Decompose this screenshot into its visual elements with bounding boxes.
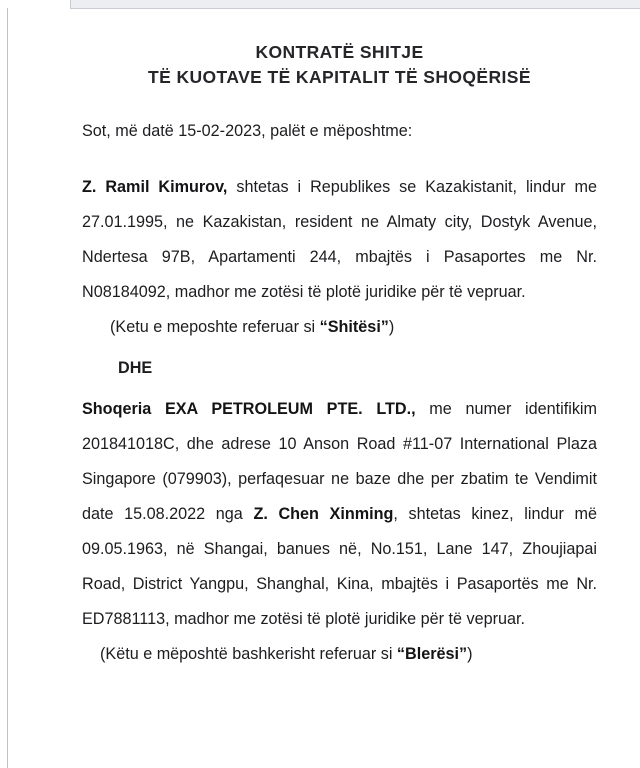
intro-gap-spacer — [82, 149, 597, 170]
top-spacer — [82, 0, 597, 40]
buyer-reference-line — [82, 637, 597, 672]
buyer-reference-term: “Blerësi” — [396, 645, 468, 663]
seller-name: Z. Ramil Kimurov, — [82, 178, 228, 196]
scan-edge-left-artifact — [7, 8, 8, 768]
buyer-reference-suffix: ) — [467, 645, 473, 663]
buyer-representative-name: Z. Chen Xinming — [253, 505, 394, 523]
seller-details: shtetas i Republikes se Kazakistanit, lindur me 27.01.1995, ne Kazakistan, resident ne Almaty city, Dostyk Avenue, Ndertesa 97B, Apartamenti 244, mbajtës i Pasaportes me Nr. N08184092, madhor me zotësi të plotë juridike për të vepruar. — [82, 178, 597, 301]
seller-reference-term: “Shitësi” — [319, 318, 389, 336]
seller-paragraph — [82, 170, 597, 310]
document-body — [82, 0, 597, 672]
title-gap-spacer — [82, 90, 597, 114]
seller-reference-prefix: (Ketu e meposhte referuar si — [110, 318, 320, 336]
seller-reference-suffix: ) — [388, 318, 395, 336]
buyer-details-first: me numer identifikim 201841018C, dhe adrese 10 Anson Road #11-07 International Plaza Singapore (079903), perfaqesuar ne baze dhe per zbatim te Vendimit date 15.08.2022 nga — [82, 400, 597, 523]
document-title-line-2: TË KUOTAVE TË KAPITALIT TË SHOQËRISË — [148, 67, 531, 87]
document-title-line-1: KONTRATË SHITJE — [255, 42, 424, 62]
buyer-company-name: Shoqeria EXA PETROLEUM PTE. LTD., — [82, 400, 416, 418]
conjunction-label: DHE — [118, 359, 153, 377]
seller-reference-line — [82, 310, 597, 345]
document-title — [82, 40, 597, 90]
buyer-details-second: , shtetas kinez, lindur më 09.05.1963, në Shangai, banues në, No.151, Lane 147, Zhoujiapai Road, District Yangpu, Shanghal, Kina, mbajtës i Pasaportës me Nr. ED7881113, madhor me zotësi të plotë juridike për të vepruar. — [82, 505, 597, 628]
buyer-reference-prefix: (Këtu e mëposhtë bashkerisht referuar si — [100, 645, 397, 663]
intro-paragraph: Sot, më datë 15-02-2023, palët e mëposhtme: — [82, 122, 413, 140]
buyer-paragraph — [82, 392, 597, 637]
